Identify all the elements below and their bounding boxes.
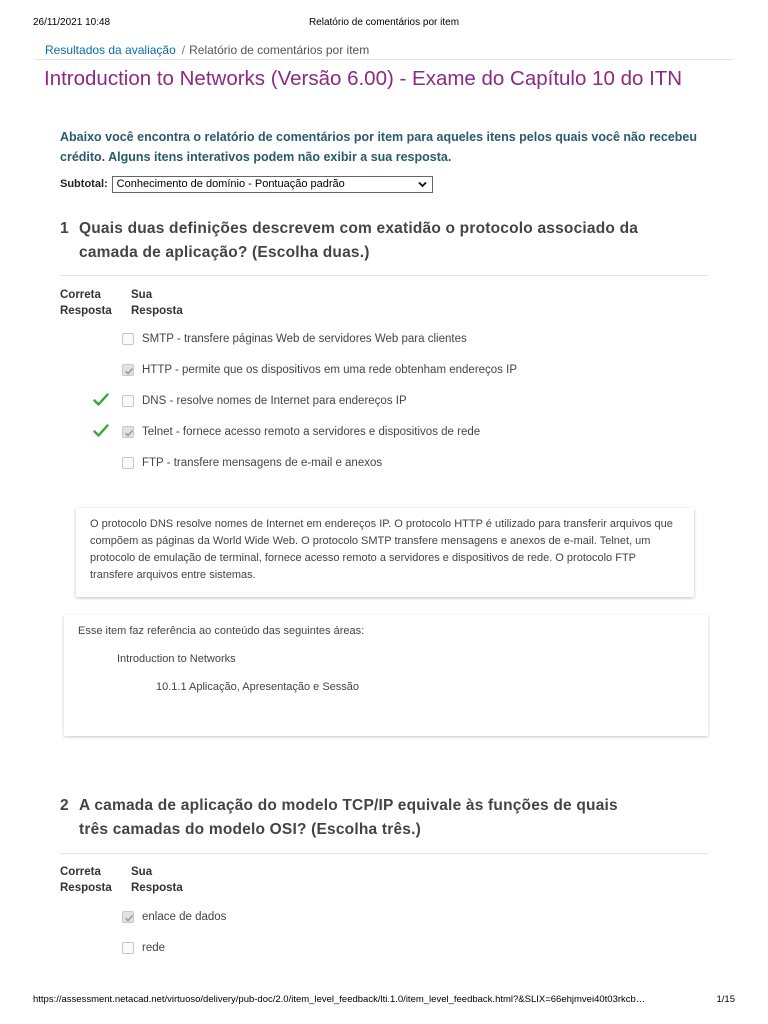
answer-option-label: FTP - transfere mensagens de e-mail e anexos bbox=[142, 457, 383, 469]
answer-checkbox[interactable] bbox=[122, 395, 134, 407]
answer-option bbox=[122, 331, 467, 347]
reference-intro: Esse item faz referência ao conteúdo das seguintes áreas: bbox=[78, 625, 365, 637]
print-page-title: Relatório de comentários por item bbox=[308, 17, 460, 28]
answer-option-label: Telnet - fornece acesso remoto a servidores e dispositivos de rede bbox=[142, 426, 481, 438]
subtotal-label: Subtotal: bbox=[60, 178, 108, 190]
print-header bbox=[33, 17, 735, 31]
print-timestamp: 26/11/2021 10:48 bbox=[33, 17, 111, 28]
question-text: Quais duas definições descrevem com exatidão o protocolo associado da camada de aplicação? (Escolha duas.) bbox=[79, 220, 639, 261]
your-answer-column-header bbox=[131, 864, 183, 896]
question-title bbox=[60, 217, 649, 265]
answer-option bbox=[122, 424, 480, 440]
print-footer bbox=[33, 994, 735, 1008]
checkmark-icon bbox=[93, 392, 109, 408]
intro-text: Abaixo você encontra o relatório de comentários por item para aqueles itens pelos quais você não recebeu crédito. Alguns itens interativos podem não exibir a sua resposta. bbox=[60, 130, 698, 164]
question-number: 1 bbox=[60, 220, 69, 237]
checkbox-check-icon bbox=[124, 366, 134, 376]
explanation-card bbox=[76, 508, 694, 597]
correct-answer-column-header bbox=[60, 287, 112, 319]
your-answer-column-header bbox=[131, 287, 183, 319]
question-title bbox=[60, 794, 649, 842]
correct-answer-column-header bbox=[60, 864, 112, 896]
column-header-line: Resposta bbox=[131, 305, 183, 317]
column-header-line: Correta bbox=[60, 289, 101, 301]
answer-option-label: HTTP - permite que os dispositivos em uma rede obtenham endereços IP bbox=[142, 364, 517, 376]
subtotal-row bbox=[60, 175, 433, 193]
reference-section: 10.1.1 Aplicação, Apresentação e Sessão bbox=[156, 681, 360, 693]
column-header-line: Resposta bbox=[60, 305, 112, 317]
answer-option-label: rede bbox=[142, 942, 166, 954]
column-header-line: Correta bbox=[60, 866, 101, 878]
answer-option-label: SMTP - transfere páginas Web de servidores Web para clientes bbox=[142, 333, 467, 345]
page-title: Introduction to Networks (Versão 6.00) - Exame do Capítulo 10 do ITN bbox=[44, 67, 683, 90]
answer-checkbox[interactable] bbox=[122, 942, 134, 954]
question-divider bbox=[60, 275, 708, 276]
explanation-text: O protocolo DNS resolve nomes de Internet em endereços IP. O protocolo HTTP é utilizado para transferir arquivos que compõem as páginas da World Wide Web. O protocolo SMTP transfere mensagens e anexos de e-mail. Telnet, um protocolo de emulação de terminal, fornece acesso remoto a servidores e dispositivos de rede. O protocolo FTP transfere arquivos entre sistemas. bbox=[90, 518, 673, 581]
breadcrumb-separator: / bbox=[181, 43, 186, 57]
question-text: A camada de aplicação do modelo TCP/IP equivale às funções de quais três camadas do modelo OSI? (Escolha três.) bbox=[79, 797, 618, 838]
reference-course: Introduction to Networks bbox=[117, 653, 236, 665]
reference-card bbox=[64, 615, 708, 736]
subtotal-select-value: Conhecimento de domínio - Pontuação padrão bbox=[116, 177, 345, 190]
answer-option bbox=[122, 909, 226, 925]
column-header-line: Resposta bbox=[131, 882, 183, 894]
column-header-line: Sua bbox=[131, 866, 153, 878]
answer-checkbox-checked[interactable] bbox=[122, 911, 134, 923]
print-page-number: 1/15 bbox=[716, 994, 735, 1005]
chevron-down-icon bbox=[417, 179, 428, 190]
answer-option bbox=[122, 393, 407, 409]
breadcrumb-link-results[interactable]: Resultados da avaliação bbox=[45, 43, 176, 57]
print-url: https://assessment.netacad.net/virtuoso/delivery/pub-doc/2.0/item_level_feedback/lti.1.0/item_level_feedback.html?&SLIX=66ehjmvei40t03rkcb… bbox=[33, 994, 646, 1005]
column-header-line: Resposta bbox=[60, 882, 112, 894]
answer-option bbox=[122, 362, 517, 378]
breadcrumb-current: Relatório de comentários por item bbox=[189, 43, 370, 57]
answer-option-label: enlace de dados bbox=[142, 911, 227, 923]
checkbox-check-icon bbox=[124, 913, 134, 923]
answer-checkbox[interactable] bbox=[122, 333, 134, 345]
answer-option bbox=[122, 940, 165, 956]
answer-option bbox=[122, 455, 382, 471]
checkmark-icon bbox=[93, 423, 109, 439]
question-number: 2 bbox=[60, 797, 69, 814]
subtotal-select[interactable] bbox=[112, 176, 433, 193]
column-header-line: Sua bbox=[131, 289, 153, 301]
answer-checkbox-checked[interactable] bbox=[122, 364, 134, 376]
answer-checkbox[interactable] bbox=[122, 457, 134, 469]
answer-checkbox-checked[interactable] bbox=[122, 426, 134, 438]
checkbox-check-icon bbox=[124, 428, 134, 438]
breadcrumb-divider bbox=[36, 59, 732, 60]
breadcrumb bbox=[45, 43, 369, 57]
answer-option-label: DNS - resolve nomes de Internet para endereços IP bbox=[142, 395, 407, 407]
question-divider bbox=[60, 853, 708, 854]
